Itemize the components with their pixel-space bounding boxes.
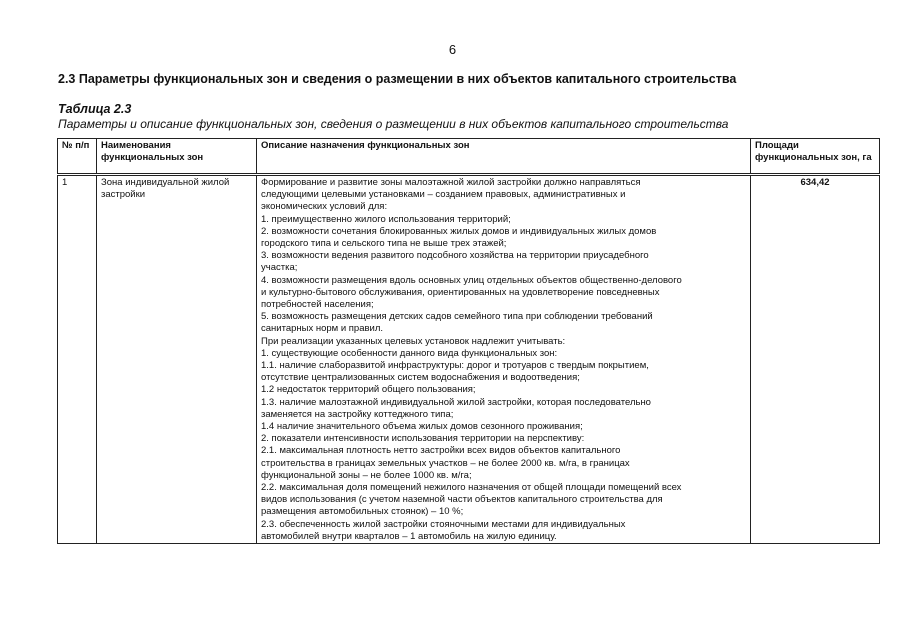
- section-heading: 2.3 Параметры функциональных зон и сведения о размещении в них объектов капитального строительства: [58, 72, 737, 86]
- header-description: Описание назначения функциональных зон: [257, 139, 751, 175]
- description-line: 4. возможности размещения вдоль основных улиц отдельных объектов общественно-делового: [261, 274, 682, 286]
- description-line: видов использования (с учетом наземной части объектов капитального строительства для: [261, 494, 663, 506]
- description-line: заменяется на застройку коттеджного типа;: [261, 408, 454, 420]
- description-line: потребностей населения;: [261, 299, 374, 311]
- description-line: размещения автомобильных стоянок) – 10 %;: [261, 506, 464, 518]
- functional-zones-table: [57, 138, 880, 544]
- row-num: 1: [58, 175, 97, 544]
- description-line: 2.3. обеспеченность жилой застройки стояночными местами для индивидуальных: [261, 518, 626, 530]
- header-area: Площади функциональных зон, га: [751, 139, 880, 175]
- description-line: 2. показатели интенсивности использования территории на перспективу:: [261, 433, 585, 445]
- table-label: Таблица 2.3: [58, 102, 132, 116]
- description-line: 2.1. максимальная плотность нетто застройки всех видов объектов капитального: [261, 445, 621, 457]
- table-header-row: [58, 139, 880, 175]
- description-line: следующими целевыми установками – созданием правовых, административных и: [261, 189, 626, 201]
- table-caption: Параметры и описание функциональных зон, сведения о размещении в них объектов капитального строительства: [58, 117, 729, 131]
- description-line: городского типа и сельского типа не выше трех этажей;: [261, 238, 507, 250]
- description-line: 1. преимущественно жилого использования территорий;: [261, 213, 511, 225]
- description-line: экономических условий для:: [261, 201, 388, 213]
- description-line: 1.4 наличие значительного объема жилых домов сезонного проживания;: [261, 421, 583, 433]
- row-description: [257, 175, 751, 544]
- description-line: 1.1. наличие слаборазвитой инфраструктуры: дорог и тротуаров с твердым покрытием,: [261, 360, 649, 372]
- description-line: 2.2. максимальная доля помещений нежилого назначения от общей площади помещений всех: [261, 482, 682, 494]
- header-name: Наименования функциональных зон: [97, 139, 257, 175]
- description-line: отсутствие централизованных систем водоснабжения и водоотведения;: [261, 372, 580, 384]
- description-line: функциональной зоны – не более 1000 кв. м/га;: [261, 469, 472, 481]
- page-number: 6: [448, 42, 457, 57]
- description-line: и культурно-бытового обслуживания, ориентированных на удовлетворение повседневных: [261, 286, 660, 298]
- description-line: 3. возможности ведения развитого подсобного хозяйства на территории приусадебного: [261, 250, 649, 262]
- header-num: № п/п: [58, 139, 97, 175]
- description-line: Формирование и развитие зоны малоэтажной жилой застройки должно направляться: [261, 177, 641, 188]
- description-line: 1. существующие особенности данного вида функциональных зон:: [261, 347, 558, 359]
- row-zone-name: Зона индивидуальной жилой застройки: [97, 175, 257, 544]
- description-line: 5. возможность размещения детских садов семейного типа при соблюдении требований: [261, 311, 653, 323]
- description-line: При реализации указанных целевых установок надлежит учитывать:: [261, 335, 566, 347]
- description-line: 1.2 недостаток территорий общего пользования;: [261, 384, 476, 396]
- description-line: строительства в границах земельных участков – не более 2000 кв. м/га, в границах: [261, 457, 630, 469]
- description-line: 2. возможности сочетания блокированных жилых домов и индивидуальных жилых домов: [261, 225, 657, 237]
- description-line: участка;: [261, 262, 298, 274]
- description-line: автомобилей внутри кварталов – 1 автомобиль на жилую единицу.: [261, 530, 557, 542]
- table-row: [58, 175, 880, 544]
- description-line: 1.3. наличие малоэтажной индивидуальной жилой застройки, которая последовательно: [261, 396, 651, 408]
- description-line: санитарных норм и правил.: [261, 323, 384, 335]
- row-area: 634,42: [751, 175, 880, 544]
